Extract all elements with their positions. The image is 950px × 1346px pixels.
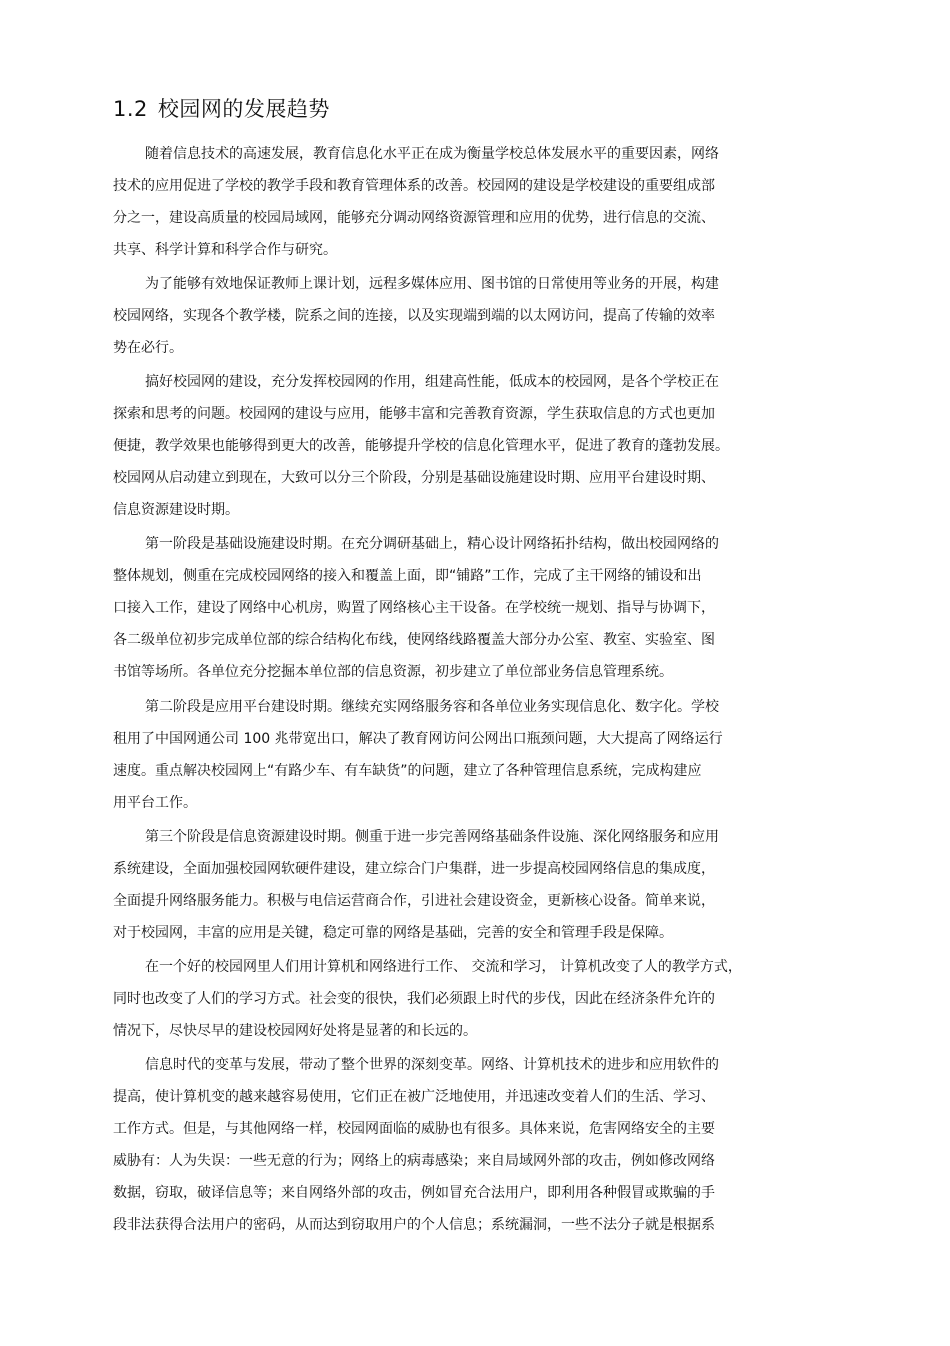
paragraph-6-line-1: 第三个阶段是信息资源建设时期。侧重于进一步完善网络基础条件设施、深化网络服务和应用 [145, 829, 719, 845]
paragraph-1-line-3: 分之一，建设高质量的校园局域网，能够充分调动网络资源管理和应用的优势，进行信息的交流、 [113, 210, 715, 226]
paragraph-8-line-1: 信息时代的变革与发展，带动了整个世界的深刻变革。网络、计算机技术的进步和应用软件的 [145, 1057, 719, 1073]
paragraph-3-line-4: 校园网从启动建立到现在，大致可以分三个阶段，分别是基础设施建设时期、应用平台建设时期、 [113, 470, 715, 486]
section-heading [113, 93, 330, 123]
paragraph-6-line-2: 系统建设，全面加强校园网软硬件建设，建立综合门户集群，进一步提高校园网络信息的集成度， [113, 861, 715, 877]
paragraph-1-line-4: 共享、科学计算和科学合作与研究。 [113, 242, 337, 258]
paragraph-8-line-4: 威胁有：人为失误：一些无意的行为；网络上的病毒感染；来自局域网外部的攻击，例如修改网络 [113, 1153, 715, 1169]
paragraph-8-line-2: 提高，使计算机变的越来越容易使用，它们正在被广泛地使用，并迅速改变着人们的生活、学习、 [113, 1089, 715, 1105]
paragraph-7-line-1: 在一个好的校园网里人们用计算机和网络进行工作、 交流和学习， 计算机改变了人的教学方式， [145, 959, 742, 975]
paragraph-2-line-2: 校园网络，实现各个教学楼，院系之间的连接，以及实现端到端的以太网访问，提高了传输的效率 [113, 308, 715, 324]
paragraph-4-line-2: 整体规划，侧重在完成校园网络的接入和覆盖上面，即“铺路”工作，完成了主干网络的铺设和出 [113, 568, 702, 584]
paragraph-7-line-3: 情况下，尽快尽早的建设校园网好处将是显著的和长远的。 [113, 1023, 477, 1039]
paragraph-5-line-4: 用平台工作。 [113, 795, 197, 811]
paragraph-3-line-5: 信息资源建设时期。 [113, 502, 239, 518]
paragraph-8-line-6: 段非法获得合法用户的密码，从而达到窃取用户的个人信息；系统漏洞，一些不法分子就是根据系 [113, 1217, 715, 1233]
paragraph-1-line-2: 技术的应用促进了学校的教学手段和教育管理体系的改善。校园网的建设是学校建设的重要组成部 [113, 178, 715, 194]
paragraph-6-line-4: 对于校园网，丰富的应用是关键，稳定可靠的网络是基础，完善的安全和管理手段是保障。 [113, 925, 673, 941]
section-number: 1.2 [113, 97, 148, 121]
paragraph-3-line-3: 便捷，教学效果也能够得到更大的改善，能够提升学校的信息化管理水平，促进了教育的蓬勃发展。 [113, 438, 729, 454]
paragraph-4-line-1: 第一阶段是基础设施建设时期。在充分调研基础上，精心设计网络拓扑结构，做出校园网络的 [145, 536, 719, 552]
paragraph-5-line-3: 速度。重点解决校园网上“有路少车、有车缺货”的问题，建立了各种管理信息系统，完成构建应 [113, 763, 702, 779]
paragraph-4-line-5: 书馆等场所。各单位充分挖掘本单位部的信息资源，初步建立了单位部业务信息管理系统。 [113, 664, 673, 680]
paragraph-6-line-3: 全面提升网络服务能力。积极与电信运营商合作，引进社会建设资金，更新核心设备。简单来说， [113, 893, 715, 909]
paragraph-5-line-2: 租用了中国网通公司 100 兆带宽出口，解决了教育网访问公网出口瓶颈问题，大大提高了网络运行 [113, 731, 723, 747]
paragraph-3-line-2: 探索和思考的问题。校园网的建设与应用，能够丰富和完善教育资源，学生获取信息的方式也更加 [113, 406, 715, 422]
paragraph-2-line-3: 势在必行。 [113, 340, 183, 356]
paragraph-4-line-3: 口接入工作，建设了网络中心机房，购置了网络核心主干设备。在学校统一规划、指导与协调下， [113, 600, 715, 616]
paragraph-7-line-2: 同时也改变了人们的学习方式。社会变的很快，我们必须跟上时代的步伐，因此在经济条件允许的 [113, 991, 715, 1007]
paragraph-1-line-1: 随着信息技术的高速发展，教育信息化水平正在成为衡量学校总体发展水平的重要因素，网络 [145, 146, 719, 162]
paragraph-4-line-4: 各二级单位初步完成单位部的综合结构化布线，使网络线路覆盖大部分办公室、教室、实验室、图 [113, 632, 715, 648]
section-title: 校园网的发展趋势 [157, 97, 330, 121]
paragraph-5-line-1: 第二阶段是应用平台建设时期。继续充实网络服务容和各单位业务实现信息化、数字化。学校 [145, 699, 719, 715]
paragraph-2-line-1: 为了能够有效地保证教师上课计划，远程多媒体应用、图书馆的日常使用等业务的开展，构建 [145, 276, 719, 292]
paragraph-8-line-3: 工作方式。但是，与其他网络一样，校园网面临的威胁也有很多。具体来说，危害网络安全的主要 [113, 1121, 715, 1137]
paragraph-3-line-1: 搞好校园网的建设，充分发挥校园网的作用，组建高性能，低成本的校园网，是各个学校正在 [145, 374, 719, 390]
paragraph-8-line-5: 数据，窃取，破译信息等；来自网络外部的攻击，例如冒充合法用户，即利用各种假冒或欺骗的手 [113, 1185, 715, 1201]
